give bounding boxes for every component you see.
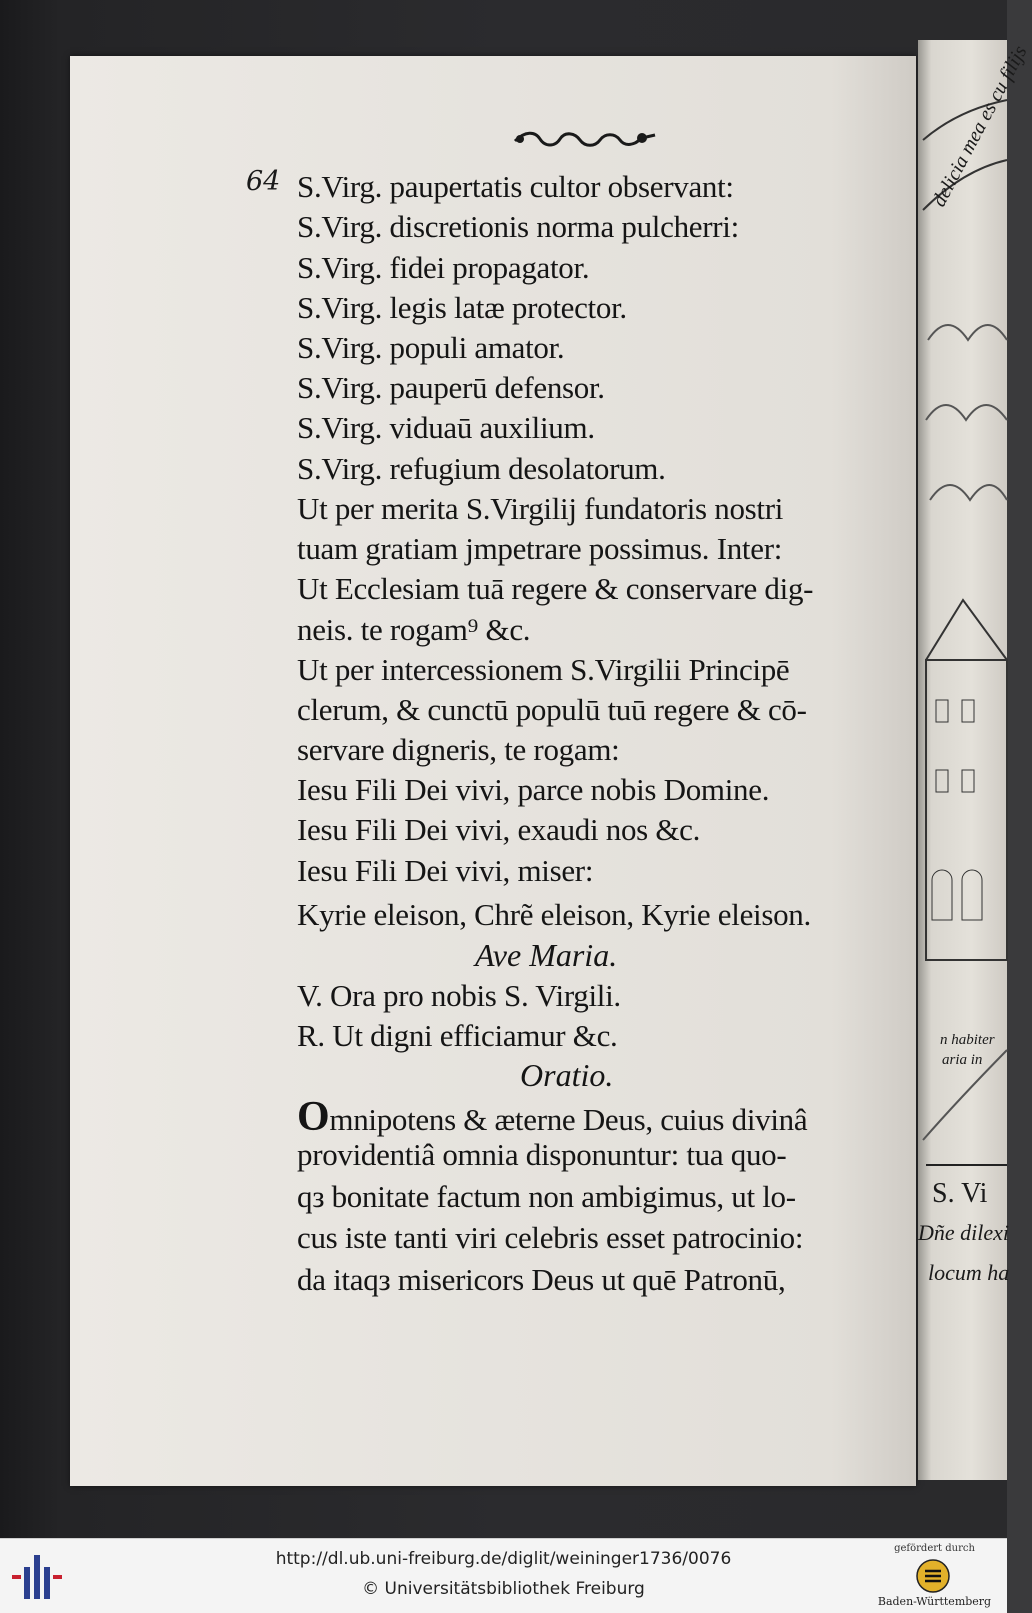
engraving-side-text: n habiter bbox=[940, 1032, 995, 1048]
copyright-text: © Universitätsbibliothek Freiburg bbox=[362, 1579, 645, 1599]
state-crest-icon bbox=[916, 1559, 950, 1593]
oratio-line: providentiâ omnia disponuntur: tua quo- bbox=[297, 1137, 787, 1172]
litany-line: S.Virg. viduaū auxilium. bbox=[297, 410, 595, 445]
engraving-caption: Dñe dilexi bbox=[918, 1220, 1010, 1245]
permalink-url[interactable]: http://dl.ub.uni-freiburg.de/diglit/weininger1736/0076 bbox=[275, 1549, 732, 1569]
facing-page-engraving bbox=[918, 40, 1032, 1480]
litany-line: Ut Ecclesiam tuā regere & conservare dig- bbox=[297, 571, 814, 606]
oratio-line: cus iste tanti viri celebris esset patrocinio: bbox=[297, 1220, 804, 1255]
sponsor-name: Baden-Württemberg bbox=[877, 1595, 992, 1608]
oratio-first-line bbox=[297, 1093, 807, 1141]
litany-line: S.Virg. pauperū defensor. bbox=[297, 370, 605, 405]
versicle-line: V. Ora pro nobis S. Virgili. bbox=[297, 978, 621, 1013]
litany-line: Ut per intercessionem S.Virgilii Principē bbox=[297, 652, 790, 687]
litany-line: S.Virg. paupertatis cultor observant: bbox=[297, 169, 734, 204]
sponsor-label: gefördert durch bbox=[894, 1543, 975, 1554]
drop-cap: O bbox=[297, 1094, 330, 1140]
engraving-caption: S. Vi bbox=[932, 1178, 988, 1209]
engraving-banner-text: delicia mea es cu filijs bbox=[928, 42, 1032, 211]
oratio-heading: Oratio. bbox=[520, 1057, 614, 1093]
litany-line: S.Virg. populi amator. bbox=[297, 330, 565, 365]
engraving-side-text: aria in bbox=[942, 1052, 983, 1068]
litany-line: clerum, & cunctū populū tuū regere & cō- bbox=[297, 692, 807, 727]
ave-maria-heading: Ave Maria. bbox=[475, 937, 618, 973]
litany-line: neis. te rogam⁹ &c. bbox=[297, 612, 531, 647]
litany-line: tuam gratiam jmpetrare possimus. Inter: bbox=[297, 531, 783, 566]
footer-bar bbox=[0, 1538, 1007, 1613]
oratio-line: da itaqз misericors Deus ut quē Patronū, bbox=[297, 1262, 786, 1297]
litany-line: servare digneris, te rogam: bbox=[297, 732, 620, 767]
oratio-line: mnipotens & æterne Deus, cuius divinâ bbox=[329, 1102, 808, 1137]
page-number: 64 bbox=[246, 166, 281, 197]
response-line: R. Ut digni efficiamur &c. bbox=[297, 1018, 618, 1053]
litany-line: Ut per merita S.Virgilij fundatoris nostri bbox=[297, 491, 784, 526]
oratio-line: qз bonitate factum non ambigimus, ut lo- bbox=[297, 1179, 796, 1214]
litany-line: Iesu Fili Dei vivi, miser: bbox=[297, 853, 594, 888]
litany-line: S.Virg. legis latæ protector. bbox=[297, 290, 627, 325]
ornament-divider bbox=[510, 125, 660, 155]
engraving-caption: locum ha bbox=[928, 1260, 1010, 1285]
litany-line: S.Virg. discretionis norma pulcherri: bbox=[297, 209, 739, 244]
litany-line: Iesu Fili Dei vivi, exaudi nos &c. bbox=[297, 812, 701, 847]
litany-line: S.Virg. fidei propagator. bbox=[297, 250, 590, 285]
litany-line: Iesu Fili Dei vivi, parce nobis Domine. bbox=[297, 772, 770, 807]
sponsor-badge[interactable] bbox=[872, 1543, 997, 1609]
litany-line: Kyrie eleison, Chrẽ eleison, Kyrie eleison. bbox=[297, 897, 811, 932]
litany-line: S.Virg. refugium desolatorum. bbox=[297, 451, 666, 486]
